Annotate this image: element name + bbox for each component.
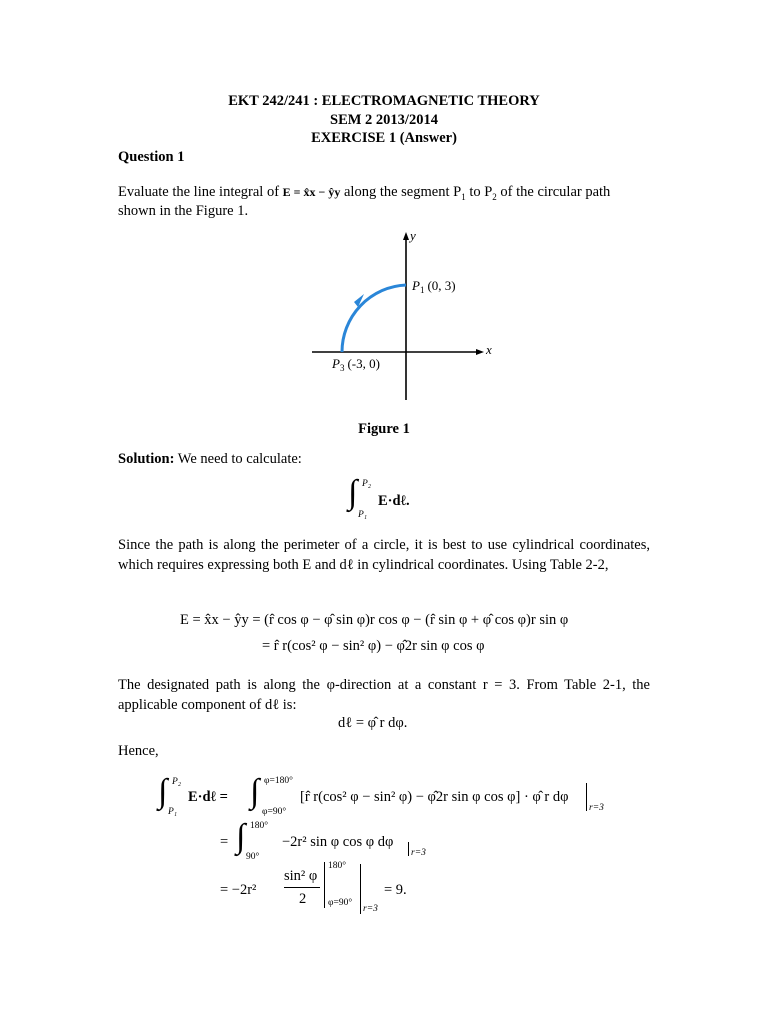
eq5-result: = 9.	[384, 882, 407, 898]
eq5-coefficient: = −2r²	[220, 882, 257, 898]
eq3-lower-limit: φ=90°	[262, 807, 287, 817]
eq3-upper-limit: φ=180°	[264, 776, 293, 786]
integral-sign: ∫	[250, 773, 260, 810]
eq4-upper-limit: 180°	[250, 821, 269, 831]
question-text-before: Evaluate the line integral of	[118, 184, 280, 200]
equation-result	[220, 858, 450, 920]
eq5-evaluated-at: r=3	[363, 904, 378, 914]
p1-subscript: 1	[461, 191, 466, 202]
paragraph-designated-path: The designated path is along the φ-direction at a constant r = 3. From Table 2-1, the applicable component of dℓ is:	[118, 677, 650, 713]
eq5-upper-limit: 180°	[328, 861, 347, 871]
equation-dl: dℓ = φ̂ r dφ.	[338, 715, 408, 731]
integral-upper-limit: P₂	[362, 479, 372, 489]
p3-label: $P_3$ (-3, 0)	[332, 356, 380, 373]
integral-lower-limit: P₁	[358, 510, 368, 520]
equals-sign: =	[220, 834, 229, 850]
solution-intro-text: We need to calculate:	[177, 451, 302, 467]
integral-definition	[348, 474, 458, 524]
x-axis-label: x	[486, 342, 492, 357]
exercise-title: EXERCISE 1 (Answer)	[311, 130, 457, 146]
y-axis-label: y	[410, 228, 416, 243]
eq4-evaluated-at: r=3	[411, 848, 426, 858]
eq3-evaluated-at: r=3	[589, 803, 604, 813]
solution-intro	[118, 451, 302, 468]
circular-path-arc	[342, 285, 406, 352]
evaluation-bar	[586, 783, 587, 811]
eq3-lhs: E·dℓ =	[188, 789, 228, 805]
eq5-denominator: 2	[299, 891, 307, 907]
question-text-end: of the circular path	[496, 184, 611, 200]
question-line-2: shown in the Figure 1.	[118, 203, 249, 219]
evaluation-bar	[360, 864, 361, 914]
x-axis-arrow	[476, 349, 484, 355]
eq3-body: [r̂ r(cos² φ − sin² φ) − φ̂2r sin φ cos φ] · φ̂ r dφ	[300, 789, 569, 805]
question-text-to: to P	[465, 184, 493, 200]
question-line-1	[118, 184, 610, 202]
integral-sign: ∫	[158, 773, 168, 810]
integral-lower-limit: P₁	[168, 807, 178, 817]
evaluation-bar	[324, 862, 325, 908]
evaluation-bar	[408, 842, 409, 856]
paragraph-cylindrical: Since the path is along the perimeter of a circle, it is best to use cylindrical coordinates, which requires expressing both E and dℓ in cylindrical coordinates. Using Table 2-2,	[118, 537, 650, 573]
eq5-lower-limit: φ=90°	[328, 898, 353, 908]
p2-subscript: 2	[492, 191, 497, 202]
integral-sign: ∫	[348, 474, 358, 511]
figure-1-diagram	[300, 228, 500, 408]
eq4-lower-limit: 90°	[246, 852, 260, 862]
integrand: E·dℓ.	[378, 493, 410, 509]
field-expression: E = x̂x − ŷy	[282, 185, 341, 199]
semester-title: SEM 2 2013/2014	[330, 112, 438, 128]
p1-label: $P_1$ (0, 3)	[412, 278, 456, 295]
hence-text: Hence,	[118, 743, 159, 759]
figure-caption: Figure 1	[358, 421, 410, 437]
equation-e-line-1: E = x̂x − ŷy = (r̂ cos φ − φ̂ sin φ)r cos φ − (r̂ sin φ + φ̂ cos φ)r sin φ	[180, 612, 569, 628]
question-text-after: along the segment P	[343, 184, 462, 200]
equation-integral-setup	[158, 773, 604, 825]
equation-e-line-2: = r̂ r(cos² φ − sin² φ) − φ̂2r sin φ cos φ	[262, 638, 485, 654]
question-heading: Question 1	[118, 149, 185, 165]
eq5-numerator: sin² φ	[284, 868, 318, 884]
fraction-bar	[284, 887, 320, 888]
eq4-body: −2r² sin φ cos φ dφ	[282, 834, 394, 850]
solution-label: Solution:	[118, 451, 175, 467]
course-title: EKT 242/241 : ELECTROMAGNETIC THEORY	[228, 93, 540, 109]
y-axis-arrow	[403, 232, 409, 240]
integral-upper-limit: P₂	[172, 777, 182, 787]
integral-sign: ∫	[236, 818, 246, 855]
